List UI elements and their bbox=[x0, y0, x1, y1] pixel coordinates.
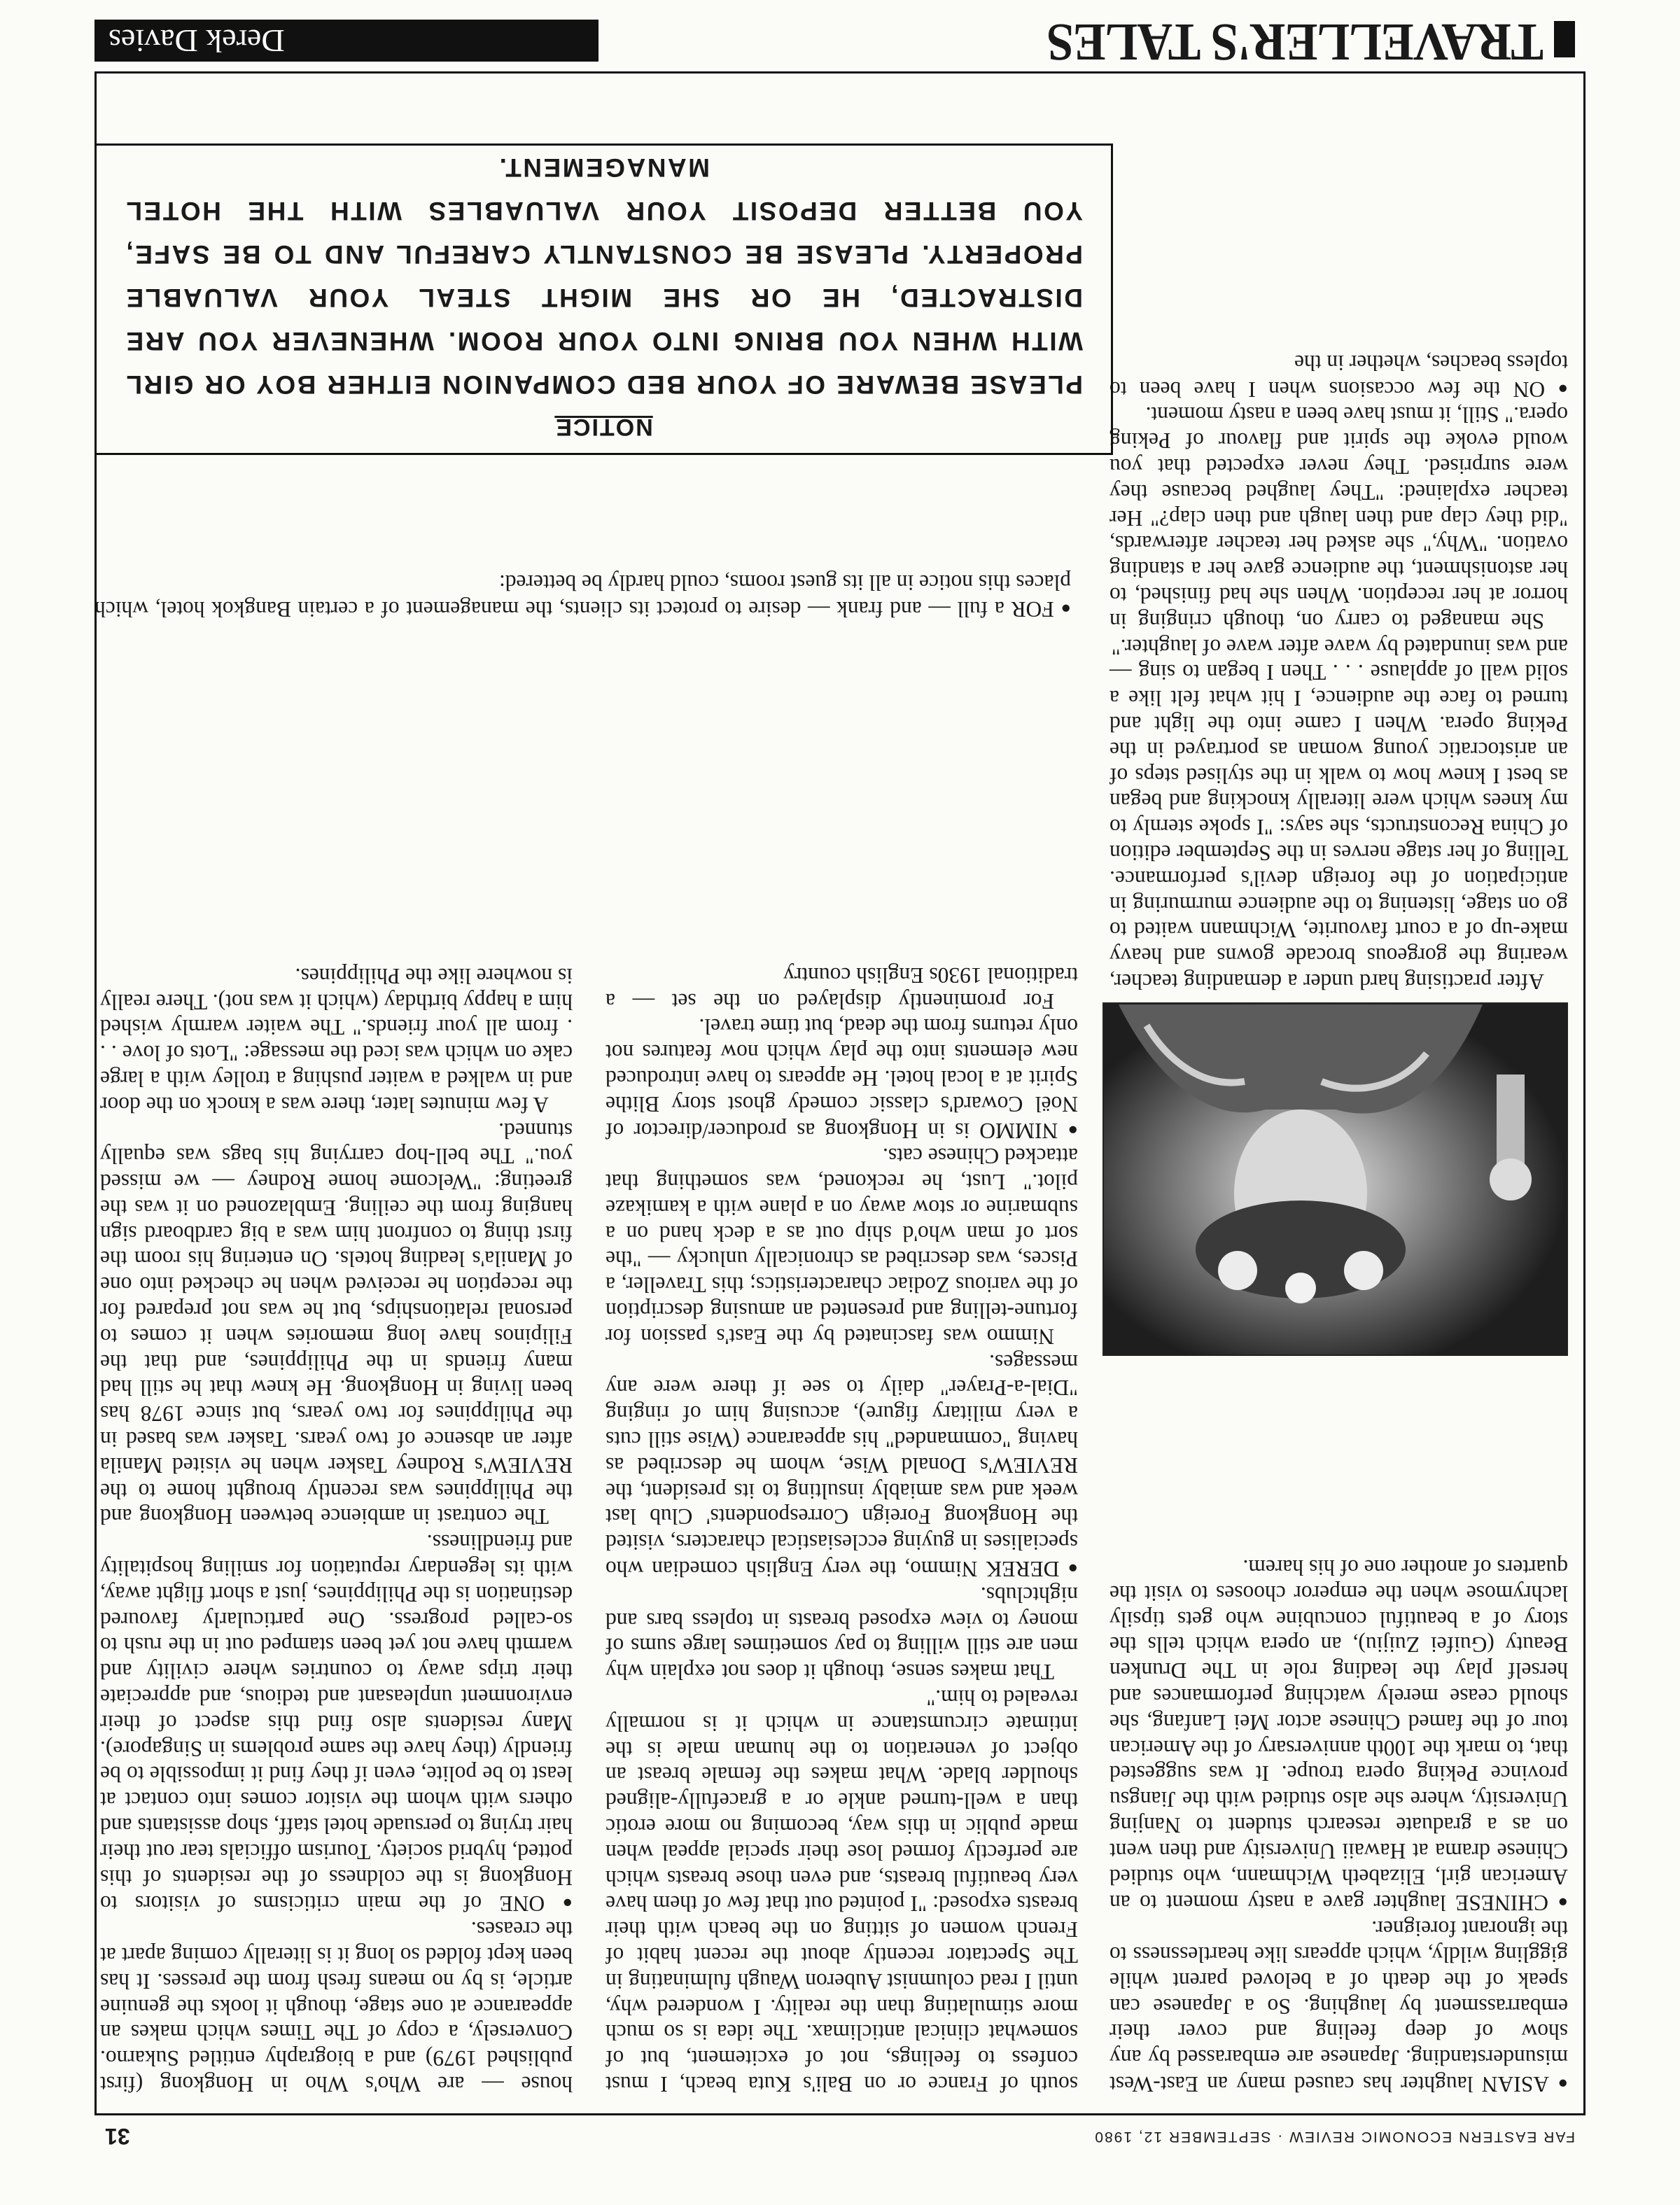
paragraph: house — are Who's Who in Hongkong (first published 1979) and a biography entitled Sukarno. Conversely, a copy of The Times which makes an appearance at one stage, though it looks the genuine article, is by no means fresh from the presses. It has been kept folded so long it is literally coming apart at the creases. bbox=[100, 1917, 573, 2096]
byline: Derek Davies bbox=[94, 20, 598, 62]
masthead bbox=[94, 14, 1575, 70]
paragraph: After practising hard under a demanding teacher, wearing the gorgeous brocade gowns and heavy make-up of a court favourite, Wichmann waited to go on stage, listening to the audience murmuring in anticipation of the foreign devil's performance. Telling of her stage nerves in the September edition of China Reconstructs, she says: "I spoke sternly to my knees which were literally knocking and began as best I knew how to walk in the stylised steps of an aristocratic young woman as portrayed in the Peking opera. When I came into the light and turned to face the audience, I hit what felt like a solid wall of applause . . . Then I began to sing — and was inundated by wave after wave of laughter." bbox=[1110, 634, 1568, 994]
bullet-icon: ● bbox=[1063, 1120, 1078, 1139]
bullet-icon: ● bbox=[1550, 379, 1568, 398]
paragraph: Nimmo was fascinated by the East's passion for fortune-telling and presented an amusing description of the various Zodiac characteristics; this Traveller, a Pisces, was described as chronically unlucky — "the sort of man who'd ship out as a deck hand on a submarine or stow away on a plane with a kamikaze pilot." Lust, he reckoned, was something that attacked Chinese cats. bbox=[606, 1144, 1078, 1349]
column-1 bbox=[1110, 1554, 1568, 2096]
hotel-notice bbox=[94, 144, 1113, 455]
column-2 bbox=[606, 962, 1078, 2096]
paragraph: ●NIMMO is in Hongkong as producer/director of Noël Coward's classic comedy ghost story Blithe Spirit at a local hotel. He appears to have introduced new elements into the play which now features not only returns from the dead, but time travel. bbox=[606, 1014, 1078, 1143]
column-1-continued bbox=[1110, 349, 1568, 994]
paragraph: ●DEREK Nimmo, the very English comedian who specialises in guying ecclesiastical characters, visited the Hongkong Foreign Correspondents' Club last week and was amiably insulting to its president, the REVIEW's Donald Wise, whom he described as having "commanded" his appearance (Wise still cuts a very military figure), accusing him of ringing "Dial-a-Prayer" daily to see if there were any messages. bbox=[606, 1350, 1078, 1582]
column-3 bbox=[100, 962, 573, 2096]
paragraph: For prominently displayed on the set — a traditional 1930s English country bbox=[606, 962, 1078, 1014]
notice-title: NOTICE bbox=[554, 414, 653, 440]
paragraph: A few minutes later, there was a knock on the door and in walked a waiter pushing a trolley with a large cake on which was iced the message: "Lots of love . . . from all your friends." The waiter warmly wished him a happy birthday (which it was not). There really is nowhere like the Philippines. bbox=[100, 963, 573, 1117]
masthead-bar bbox=[1554, 21, 1575, 57]
running-head bbox=[105, 2121, 1575, 2149]
section-title: TRAVELLER'S TALES bbox=[1046, 13, 1544, 71]
bullet-icon: ● bbox=[1059, 599, 1071, 617]
paragraph: That makes sense, though it does not explain why men are still willing to pay sometimes large sums of money to view exposed breasts in topless bars and nightclubs. bbox=[606, 1582, 1078, 1685]
notice-text: PLEASE BEWARE OF YOUR BED COMPANION EITHER BOY OR GIRL WITH WHEN YOU BRING INTO YOUR ROOM. WHENEVER YOU ARE DISTRACTED, HE OR SHE MIGHT STEAL YOUR VALUABLE PROPERTY. PLEASE BE CONSTANTLY CAREFUL AND TO BE SAFE, YOU BETTER DEPOSIT YOUR VALUABLES WITH THE HOTEL MANAGEMENT. bbox=[125, 153, 1083, 399]
paragraph: south of France or on Bali's Kuta beach, I must confess to feelings, not of excitement, but of somewhat clinical anticlimax. The idea is so much more stimulating than the reality. I wondered why, until I read columnist Auberon Waugh fulminating in The Spectator recently about the recent habit of French women of sitting on the beach with their breasts exposed: "I pointed out that few of them have very beautiful breasts, and even those breasts which are perfectly formed lose their special appeal when made public in this way, becoming no more erotic than a well-turned ankle or a gracefully-aligned shoulder blade. What makes the female breast an object of veneration to the human male is the intimate circumstance in which it is normally revealed to him." bbox=[606, 1686, 1078, 2096]
bullet-icon: ● bbox=[1554, 1893, 1568, 1912]
paragraph: ●ONE of the main criticisms of visitors to Hongkong is the coldness of the residents of this potted, hybrid society. Tourism officials tear out their hair trying to persuade hotel staff, shop assistants and others with whom the visitor comes into contact at least to be polite, even if they find it impossible to be friendly (they have the same problems in Singapore). Many residents also find this aspect of their environment unpleasant and tedious, and appreciate their trips away to countries where civility and warmth have not yet been stamped out in the rush to so-called progress. One particularly favoured destination is the Philippines, just a short flight away, with its legendary reputation for smiling hospitality and friendliness. bbox=[100, 1530, 573, 1917]
paragraph: The contrast in ambience between Hongkong and the Philippines was recently brought home to the REVIEW's Rodney Tasker when he visited Manila after an absence of two years. Tasker was based in the Philippines for two years, but since 1978 has been living in Hongkong. He knew that he still had many friends in the Philippines, and that the Filipinos have long memories when it comes to personal relationships, but he was not prepared for the reception he received when he checked into one of Manila's leading hotels. On entering his room the first thing to confront him was a big cardboard sign hanging from the ceiling. Emblazoned on it was the greeting: "Welcome home Rodney — we missed you." The bell-hop carrying his bags was equally stunned. bbox=[100, 1118, 573, 1530]
opera-photo bbox=[1102, 1002, 1568, 1356]
bullet-icon: ● bbox=[1065, 1559, 1078, 1578]
bullet-icon: ● bbox=[1555, 2074, 1568, 2092]
opera-performer-image bbox=[1104, 1004, 1567, 1354]
paragraph: ●ON the few occasions when I have been to topless beaches, whether in the bbox=[1110, 350, 1568, 402]
page-number: 31 bbox=[105, 2124, 130, 2149]
paragraph: She managed to carry on, though cringing in horror at her reception. When she had finished, to her astonishment, the audience gave her a standing ovation. "Why," she asked her teacher afterwards, "did they clap and then laugh and then clap?" Her teacher explained: "They laughed because they were surprised. They never expected that you would evoke the spirit and flavour of Peking opera." Still, it must have been a nasty moment. bbox=[1110, 402, 1568, 634]
journal-line: FAR EASTERN ECONOMIC REVIEW · SEPTEMBER 12, 1980 bbox=[1093, 2129, 1575, 2145]
closing-paragraph: ●FOR a full — and frank — desire to protect its clients, the management of a certain Bangkok hotel, which places this notice in all its guest rooms, could hardly be bettered: bbox=[94, 570, 1071, 622]
bullet-icon: ● bbox=[550, 1893, 573, 1912]
paragraph: ●ASIAN laughter has caused many an East-West misunderstanding. Japanese are embarassed by any show of deep feeling and cover their embarrassment by laughing. So a Japanese can speak of the death of a beloved parent while giggling wildly, which appears like heartlessness to the ignorant foreigner. bbox=[1110, 1917, 1568, 2096]
paragraph: ●CHINESE laughter gave a nasty moment to an American girl, Elizabeth Wichmann, who studied Chinese drama at Hawaii University and then went on as a graduate research student to Nanjing University, where she also studied with the Jiangsu province Peking opera troupe. It was suggested that, to mark the 100th anniversary of the American tour of the famed Chinese actor Mei Lanfang, she should cease merely watching performances and herself play the leading role in The Drunken Beauty (Guifei Zuijiu), an opera which tells the story of a beautiful concubine who gets tipsily lachrymose when the emperor chooses to visit the quarters of another one of his harem. bbox=[1110, 1555, 1568, 1916]
